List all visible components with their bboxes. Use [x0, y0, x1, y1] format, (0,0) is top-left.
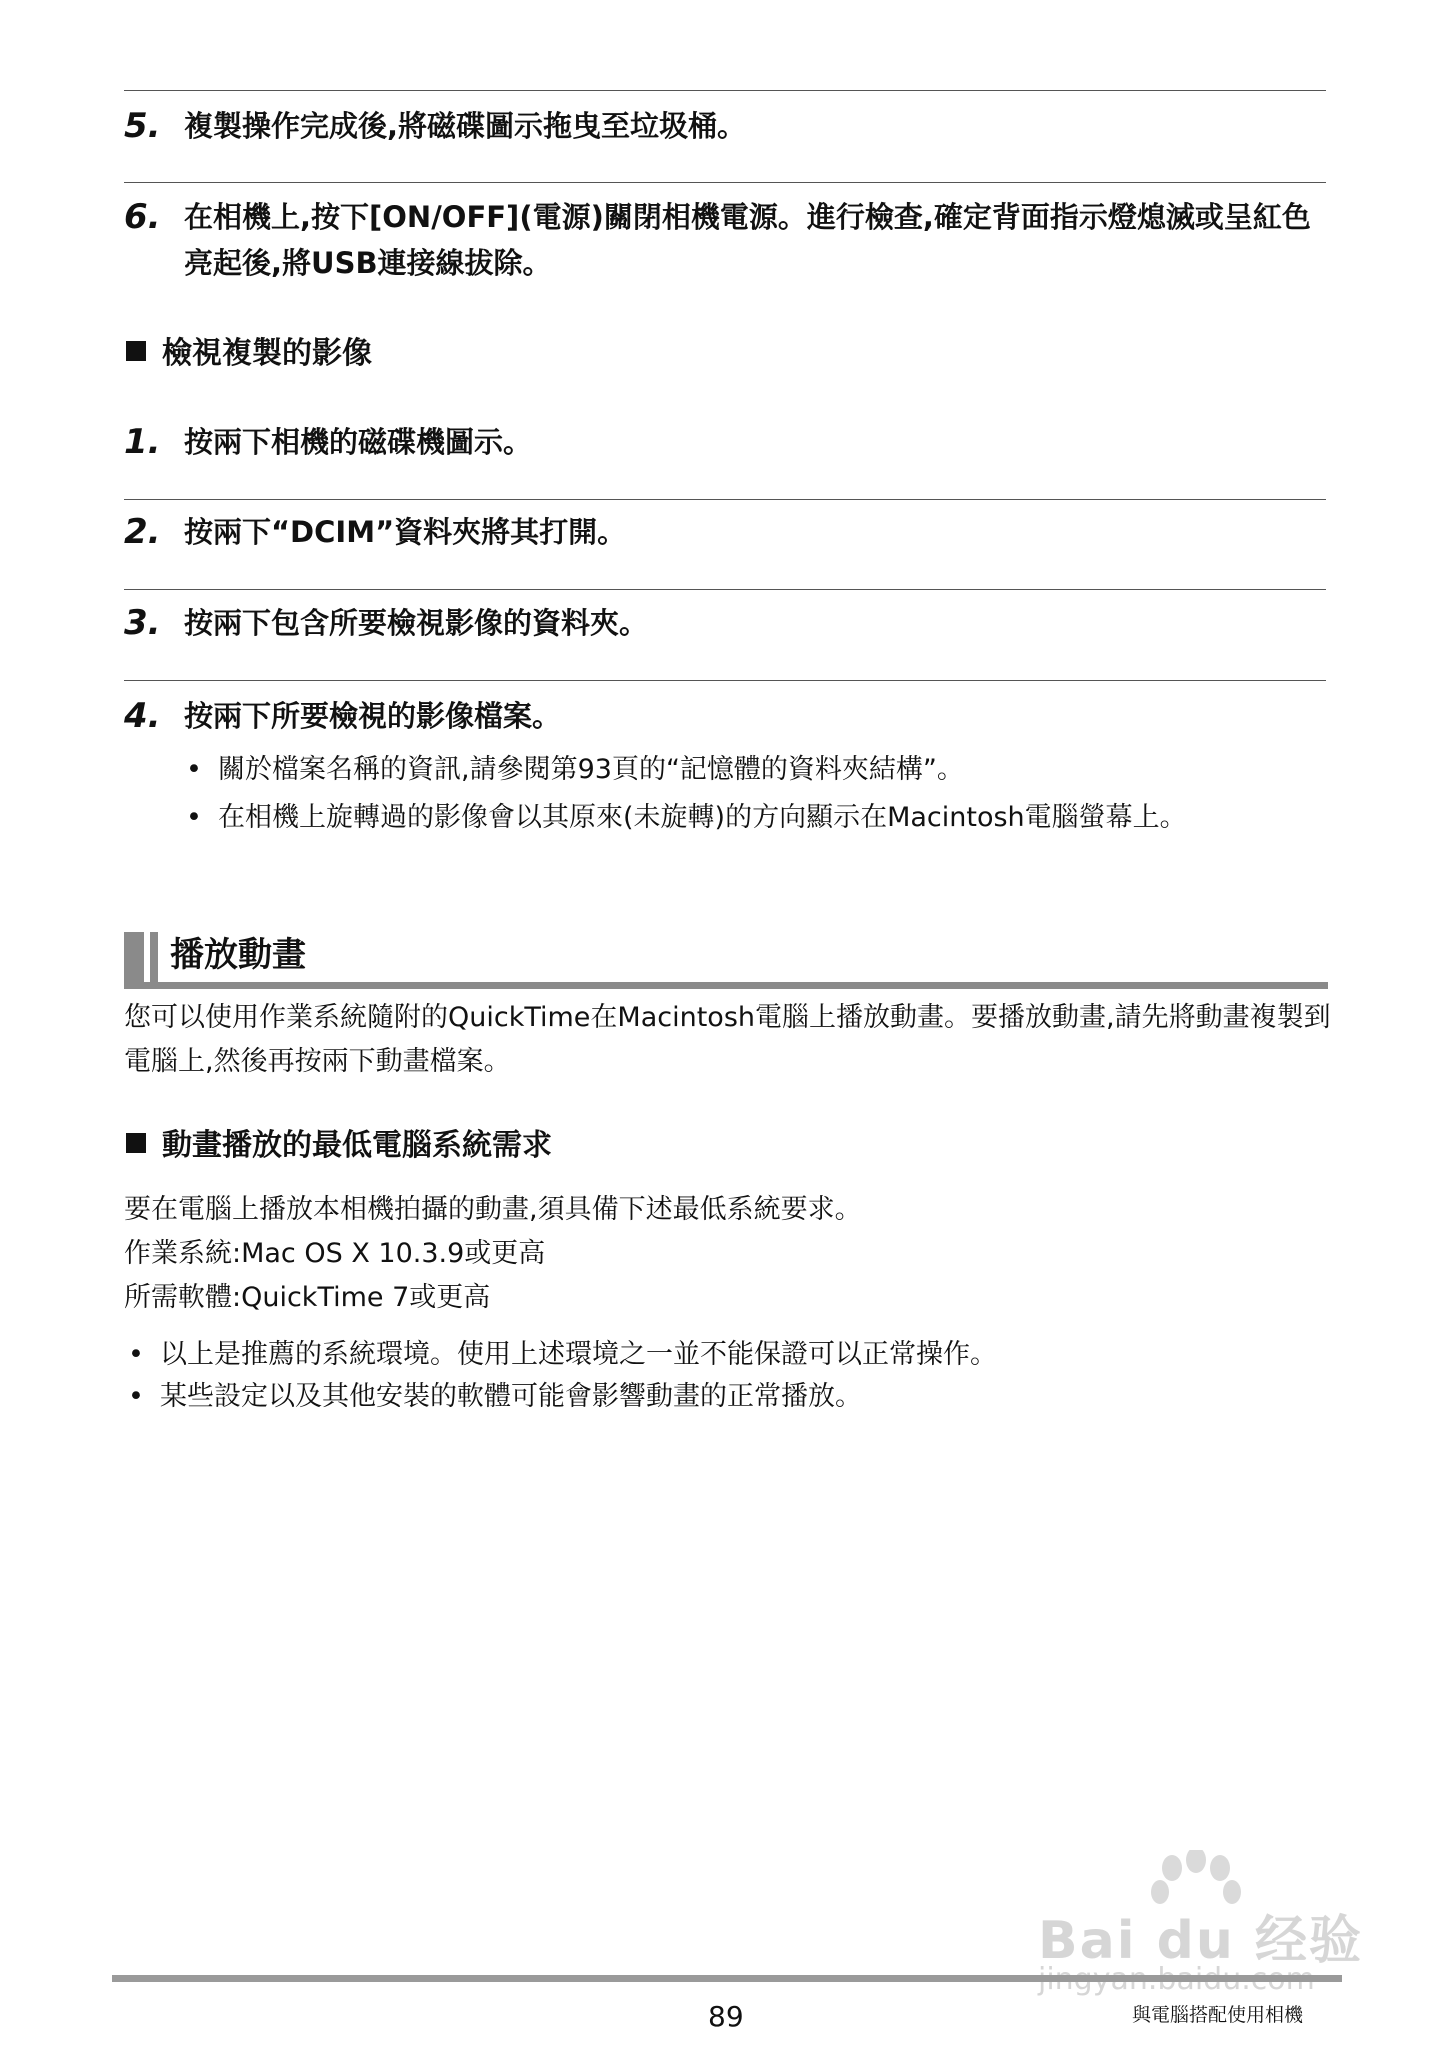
section-heading-play-movies: [124, 932, 1328, 982]
step-text: 在相機上,按下[ON/OFF](電源)關閉相機電源。進行檢查,確定背面指示燈熄滅或呈紅色亮起後,將USB連接線拔除。: [184, 200, 1311, 280]
step-text: 按兩下“DCIM”資料夾將其打開。: [184, 515, 627, 549]
heading-bar-decoration: [124, 932, 144, 984]
step-text: 複製操作完成後,將磁碟圖示拖曳至垃圾桶。: [184, 109, 747, 143]
page-number: 89: [708, 2000, 744, 2033]
step-text: 按兩下包含所要檢視影像的資料夾。: [184, 606, 649, 640]
bullet-icon: •: [186, 802, 202, 833]
step-text: 按兩下所要檢視的影像檔案。: [184, 699, 562, 733]
divider: [124, 182, 1326, 183]
subheading-minimum-requirements: 動畫播放的最低電腦系統需求: [126, 1126, 552, 1166]
heading-bar-decoration: [150, 932, 158, 984]
bullet-icon: •: [128, 1381, 144, 1412]
step-number: 2.: [124, 512, 161, 552]
divider: [124, 680, 1326, 681]
step-number: 4.: [124, 696, 161, 736]
footer-rule: [112, 1975, 1342, 1982]
requirement-os: 作業系統:Mac OS X 10.3.9或更高: [124, 1238, 546, 1269]
requirements-intro: 要在電腦上播放本相機拍攝的動畫,須具備下述最低系統要求。: [124, 1194, 862, 1225]
heading-underline: [124, 982, 1328, 989]
divider: [124, 499, 1326, 500]
section-intro: 您可以使用作業系統隨附的QuickTime在Macintosh電腦上播放動畫。要播放動畫,請先將動畫複製到電腦上,然後再按兩下動畫檔案。: [124, 1002, 1331, 1077]
square-bullet-icon: [126, 341, 146, 361]
step-number: 1.: [124, 422, 161, 462]
square-bullet-icon: [126, 1133, 146, 1153]
footer-section-label: 與電腦搭配使用相機: [1132, 2004, 1304, 2026]
step-number: 5.: [124, 106, 161, 146]
requirement-software: 所需軟體:QuickTime 7或更高: [124, 1282, 491, 1313]
subheading-view-copied-images: 檢視複製的影像: [126, 334, 372, 374]
divider: [124, 90, 1326, 91]
watermark-brand: Bai du 经验: [1038, 1911, 1363, 1971]
bullet-icon: •: [186, 754, 202, 785]
section-title: 播放動畫: [170, 935, 306, 975]
divider: [124, 589, 1326, 590]
step-number: 6.: [124, 197, 161, 237]
step-number: 3.: [124, 603, 161, 643]
bullet-icon: •: [128, 1339, 144, 1370]
step-text: 按兩下相機的磁碟機圖示。: [184, 425, 533, 459]
